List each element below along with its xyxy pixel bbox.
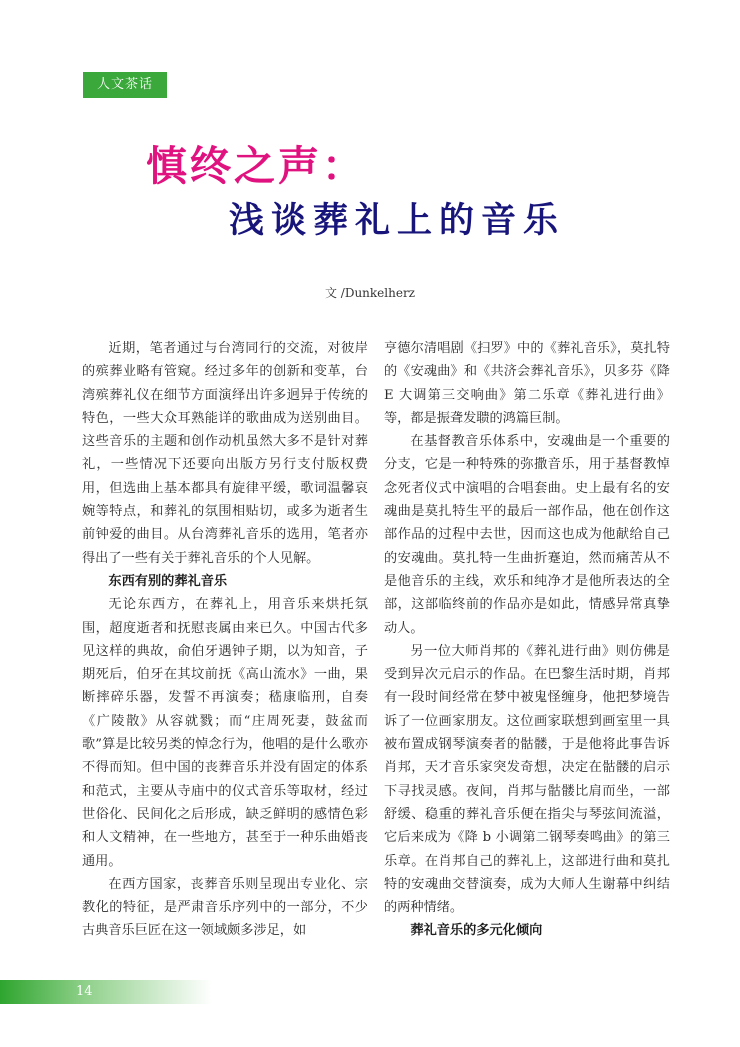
left-paragraph-1: 近期，笔者通过与台湾同行的交流，对彼岸的殡葬业略有管窥。经过多年的创新和变革，台湾殡葬礼仪在细节方面演绎出许多迥异于传统的特色，一些大众耳熟能详的歌曲成为送别曲目。这些音乐的主题和创作动机虽然大多不是针对葬礼，一些情况下还要向出版方另行支付版权费用，但选曲上基本都具有旋律平缓，歌词温馨哀婉等特点，和葬礼的氛围相贴切，或多为逝者生前钟爱的曲目。从台湾葬礼音乐的选用，笔者亦得出了一些有关于葬礼音乐的个人见解。 xyxy=(82,341,368,566)
article-title-line1: 慎终之声： xyxy=(146,142,366,190)
right-paragraph-1: 亨德尔清唱剧《扫罗》中的《葬礼音乐》，莫扎特的《安魂曲》和《共济会葬礼音乐》，贝多芬《降 E 大调第三交响曲》第二乐章《葬礼进行曲》等，都是振聋发聩的鸿篇巨制。 xyxy=(384,341,670,426)
left-column xyxy=(82,337,368,943)
left-paragraph-2: 无论东西方，在葬礼上，用音乐来烘托氛围，超度逝者和抚慰丧属由来已久。中国古代多见这样的典故，俞伯牙遇钟子期，以为知音，子期死后，伯牙在其坟前抚《高山流水》一曲，果断摔碎乐器，发誓不再演奏；嵇康临刑，自奏《广陵散》从容就戮；而“庄周死妻，鼓盆而歌”算是比较另类的悼念行为，他唱的是什么歌亦不得而知。但中国的丧葬音乐并没有固定的体系和范式，主要从寺庙中的仪式音乐等取材，经过世俗化、民间化之后形成，缺乏鲜明的感情色彩和人文精神，在一些地方，甚至于一种乐曲婚丧通用。 xyxy=(82,597,368,869)
right-paragraph-2: 在基督教音乐体系中，安魂曲是一个重要的分支，它是一种特殊的弥撒音乐，用于基督教悼念死者仪式中演唱的合唱套曲。史上最有名的安魂曲是莫扎特生平的最后一部作品，他在创作这部作品的过程中去世，因而这也成为他献给自己的安魂曲。莫扎特一生曲折蹇迫，然而痛苦从不是他音乐的主线，欢乐和纯净才是他所表达的全部，这部临终前的作品亦是如此，情感异常真挚动人。 xyxy=(384,434,670,636)
byline: 文 /Dunkelherz xyxy=(324,286,416,300)
section-heading-east-west: 东西有别的葬礼音乐 xyxy=(108,573,228,589)
right-column xyxy=(384,337,670,943)
page-number: 14 xyxy=(76,984,93,999)
article-title-line2: 浅谈葬礼上的音乐 xyxy=(229,201,566,241)
section-tag: 人文茶话 xyxy=(83,72,167,98)
page-number-bar xyxy=(0,980,212,1004)
section-heading-diversity: 葬礼音乐的多元化倾向 xyxy=(410,923,543,939)
right-paragraph-3: 另一位大师肖邦的《葬礼进行曲》则仿佛是受到异次元启示的作品。在巴黎生活时期，肖邦有一段时间经常在梦中被鬼怪缠身，他把梦境告诉了一位画家朋友。这位画家联想到画室里一具被布置成钢琴演奏者的骷髅，于是他将此事告诉肖邦，天才音乐家突发奇想，决定在骷髅的启示下寻找灵感。夜间，肖邦与骷髅比肩而坐，一部舒缓、稳重的葬礼音乐便在指尖与琴弦间流溢，它后来成为《降 b 小调第二钢琴奏鸣曲》的第三乐章。在肖邦自己的葬礼上，这部进行曲和莫扎特的安魂曲交替演奏，成为大师人生谢幕中纠结的两种情绪。 xyxy=(384,643,670,916)
left-paragraph-3: 在西方国家，丧葬音乐则呈现出专业化、宗教化的特征，是严肃音乐序列中的一部分，不少古典音乐巨匠在这一领域颇多涉足，如 xyxy=(82,876,368,939)
